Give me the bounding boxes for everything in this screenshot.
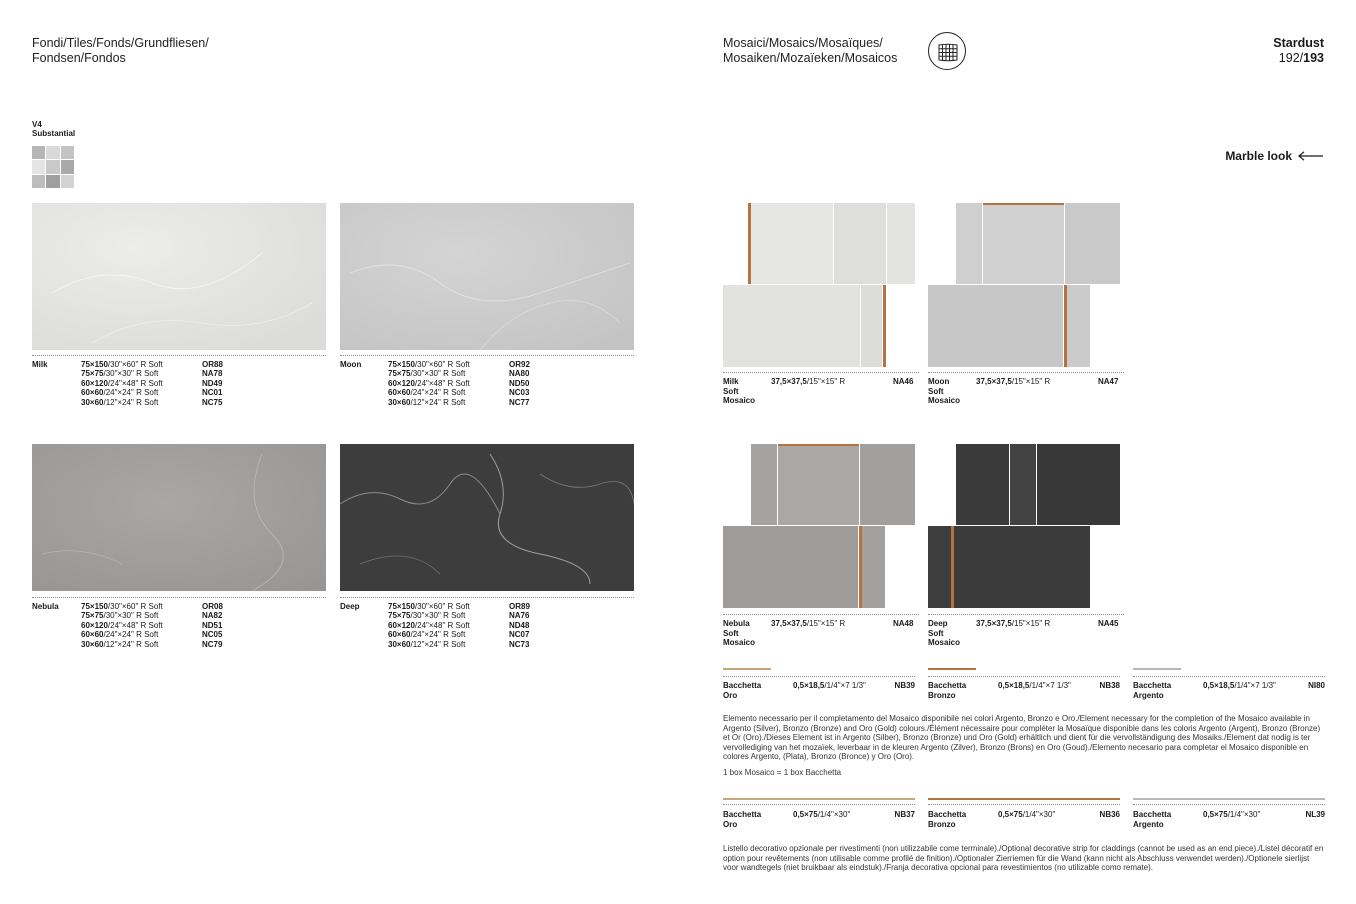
bacchetta-bronzo-short [928, 668, 1120, 704]
size-row: 75×75/30"×30" R Soft NA82 [81, 611, 223, 621]
series-label [32, 120, 75, 138]
bacchetta-name: Bacchetta Bronzo [928, 810, 967, 829]
size-row: 60×60/24"×24" R Soft NC01 [81, 388, 223, 398]
mosaic-size: 37,5×37,5/15"×15" R [976, 619, 1051, 628]
size-row: 60×60/24"×24" R Soft NC07 [388, 630, 530, 640]
tile-name-deep: Deep [340, 602, 360, 611]
mosaic-divider [928, 372, 1124, 373]
tile-sizes-milk [81, 360, 223, 407]
bacchetta-code: NB39 [894, 681, 915, 690]
mosaic-name-milk: Milk Soft Mosaico [723, 377, 756, 405]
page-number [1279, 51, 1324, 65]
mosaic-image-deep [928, 444, 1120, 608]
listello-note: Listello decorativo opzionale per rivestimenti (non utilizzabile come terminale)./Optional decorative strip for claddings (cannot be used as an end piece)./Listel décoratif en option pour revêtements (non utilisable comme profilé de finition)./Optionaler Zierriemen für die Wand (kann nicht als Abschluss verwendet werden)./Optionele sierlijst voor wandtegels (niet bruikbaar als eindstuk)./Franja decorativa opcional para revestimientos (no utilizable como remate). [723, 844, 1324, 872]
tile-image-nebula [32, 444, 326, 591]
series-code: V4 [32, 120, 42, 129]
mosaic-divider [723, 614, 919, 615]
mosaics-header-line: Mosaiken/Mozaïeken/Mosaicos [723, 51, 898, 65]
tile-name-milk: Milk [32, 360, 48, 369]
bacchetta-divider [723, 676, 915, 677]
mosaic-divider [723, 372, 919, 373]
mosaic-code: NA45 [1098, 619, 1119, 628]
bacchetta-swatch [723, 798, 915, 800]
arrow-left-icon [1298, 151, 1324, 161]
mosaic-code: NA47 [1098, 377, 1119, 386]
mosaic-image-nebula [723, 444, 915, 608]
size-row: 30×60/12"×24" R Soft NC73 [388, 639, 530, 649]
mosaic-name-deep: Deep Soft Mosaico [928, 619, 961, 647]
tile-image-moon [340, 203, 634, 350]
bacchetta-code: NB36 [1099, 810, 1120, 819]
tiles-header-line: Fondi/Tiles/Fonds/Grundfliesen/ [32, 36, 209, 50]
box-note: 1 box Mosaico = 1 box Bacchetta [723, 768, 842, 777]
tile-name-nebula: Nebula [32, 602, 59, 611]
bacchetta-name: Bacchetta Bronzo [928, 681, 967, 700]
tile-divider [32, 355, 326, 356]
bacchetta-size: 0,5×18,5/1/4"×7 1/3" [998, 681, 1071, 690]
size-row: 60×120/24"×48" R Soft ND49 [81, 378, 223, 388]
mosaic-code: NA46 [893, 377, 914, 386]
bacchetta-name: Bacchetta Argento [1133, 810, 1172, 829]
bacchetta-size: 0,5×75/1/4"×30" [793, 810, 851, 819]
mosaic-size: 37,5×37,5/15"×15" R [771, 377, 846, 386]
bacchetta-bronzo-long [928, 798, 1120, 834]
size-row: 75×75/30"×30" R Soft NA78 [81, 369, 223, 379]
size-row: 30×60/12"×24" R Soft NC75 [81, 397, 223, 407]
tile-image-deep [340, 444, 634, 591]
mosaic-size: 37,5×37,5/15"×15" R [976, 377, 1051, 386]
size-row: 75×150/30"×60" R Soft OR89 [388, 602, 530, 611]
page-number-prefix: 192/ [1278, 51, 1304, 65]
bacchetta-divider [1133, 804, 1325, 805]
size-row: 60×120/24"×48" R Soft ND51 [81, 620, 223, 630]
collection-header [1273, 36, 1324, 66]
mosaic-image-milk [723, 203, 915, 367]
bacchetta-swatch [1133, 798, 1325, 800]
size-row: 75×150/30"×60" R Soft OR08 [81, 602, 223, 611]
size-row: 30×60/12"×24" R Soft NC77 [388, 397, 530, 407]
bacchetta-size: 0,5×18,5/1/4"×7 1/3" [793, 681, 866, 690]
bacchetta-size: 0,5×18,5/1/4"×7 1/3" [1203, 681, 1276, 690]
tile-divider [340, 597, 634, 598]
size-row: 75×150/30"×60" R Soft OR88 [81, 360, 223, 369]
tile-name-moon: Moon [340, 360, 362, 369]
variation-swatch [32, 146, 74, 188]
bacchetta-divider [928, 676, 1120, 677]
bacchetta-argento-long [1133, 798, 1325, 834]
bacchetta-divider [723, 804, 915, 805]
bacchetta-name: Bacchetta Argento [1133, 681, 1172, 700]
bacchetta-swatch [928, 668, 976, 670]
bacchetta-code: NL39 [1305, 810, 1325, 819]
mosaic-divider [928, 614, 1124, 615]
bacchetta-swatch [928, 798, 1120, 800]
tiles-header [32, 36, 209, 66]
tile-image-milk [32, 203, 326, 350]
tile-sizes-deep [388, 602, 530, 649]
mosaic-size: 37,5×37,5/15"×15" R [771, 619, 846, 628]
mosaics-header [723, 36, 897, 66]
bacchetta-swatch [1133, 668, 1181, 670]
mosaic-code: NA48 [893, 619, 914, 628]
size-row: 60×60/24"×24" R Soft NC05 [81, 630, 223, 640]
size-row: 60×60/24"×24" R Soft NC03 [388, 388, 530, 398]
series-name: Substantial [32, 129, 76, 138]
mosaic-name-nebula: Nebula Soft Mosaico [723, 619, 756, 647]
size-row: 60×120/24"×48" R Soft ND50 [388, 378, 530, 388]
tile-divider [340, 355, 634, 356]
size-row: 75×75/30"×30" R Soft NA80 [388, 369, 530, 379]
page-number-current: 193 [1303, 51, 1324, 65]
bacchetta-divider [928, 804, 1120, 805]
element-note: Elemento necessario per il completamento del Mosaico disponibile nei colori Argento, Bronzo e Oro./Element necessary for the completion of the Mosaico available in Argento (Silver), Bronzo (Bronze) and Oro (Gold) colours./Élément nécessaire pour compléter la Mosaïque disponible dans les coloris Argento (Argent), Bronzo (Bronze) et Or (Oro)./Dieses Element ist in Argento (Silber), Bronzo (Bronze) und Oro (Gold) erhältlich und dient für die vervollständigung des Mosaiks./Element dat nodig is ter vervollediging van het mozaïek, leverbaar in de kleuren Argento (Zilver), Bronzo (Brons) en Oro (Goud)./Elemento necesario para completar el Mosaico disponible en colores Argento, (Plata), Bronzo (Bronce) y Oro (Oro). [723, 714, 1321, 761]
bacchetta-oro-short [723, 668, 915, 704]
size-row: 60×120/24"×48" R Soft ND48 [388, 620, 530, 630]
tile-divider [32, 597, 326, 598]
mosaics-header-line: Mosaici/Mosaics/Mosaïques/ [723, 36, 883, 50]
bacchetta-name: Bacchetta Oro [723, 810, 762, 829]
tile-sizes-nebula [81, 602, 223, 649]
collection-title: Stardust [1273, 36, 1324, 50]
bacchetta-swatch [723, 668, 771, 670]
bacchetta-divider [1133, 676, 1325, 677]
size-row: 75×150/30"×60" R Soft OR92 [388, 360, 530, 369]
size-row: 30×60/12"×24" R Soft NC79 [81, 639, 223, 649]
mosaic-name-moon: Moon Soft Mosaico [928, 377, 961, 405]
bacchetta-code: NI80 [1308, 681, 1325, 690]
bacchetta-name: Bacchetta Oro [723, 681, 762, 700]
bacchetta-oro-long [723, 798, 915, 834]
bacchetta-code: NB38 [1099, 681, 1120, 690]
marble-look-text: Marble look [1225, 149, 1292, 163]
size-row: 75×75/30"×30" R Soft NA76 [388, 611, 530, 621]
tile-sizes-moon [388, 360, 530, 407]
tiles-header-line: Fondsen/Fondos [32, 51, 126, 65]
marble-look-label [1225, 149, 1324, 163]
bacchetta-size: 0,5×75/1/4"×30" [1203, 810, 1261, 819]
bacchetta-size: 0,5×75/1/4"×30" [998, 810, 1056, 819]
bacchetta-code: NB37 [894, 810, 915, 819]
bacchetta-argento-short [1133, 668, 1325, 704]
mosaic-grid-icon [928, 32, 966, 70]
mosaic-image-moon [928, 203, 1120, 367]
